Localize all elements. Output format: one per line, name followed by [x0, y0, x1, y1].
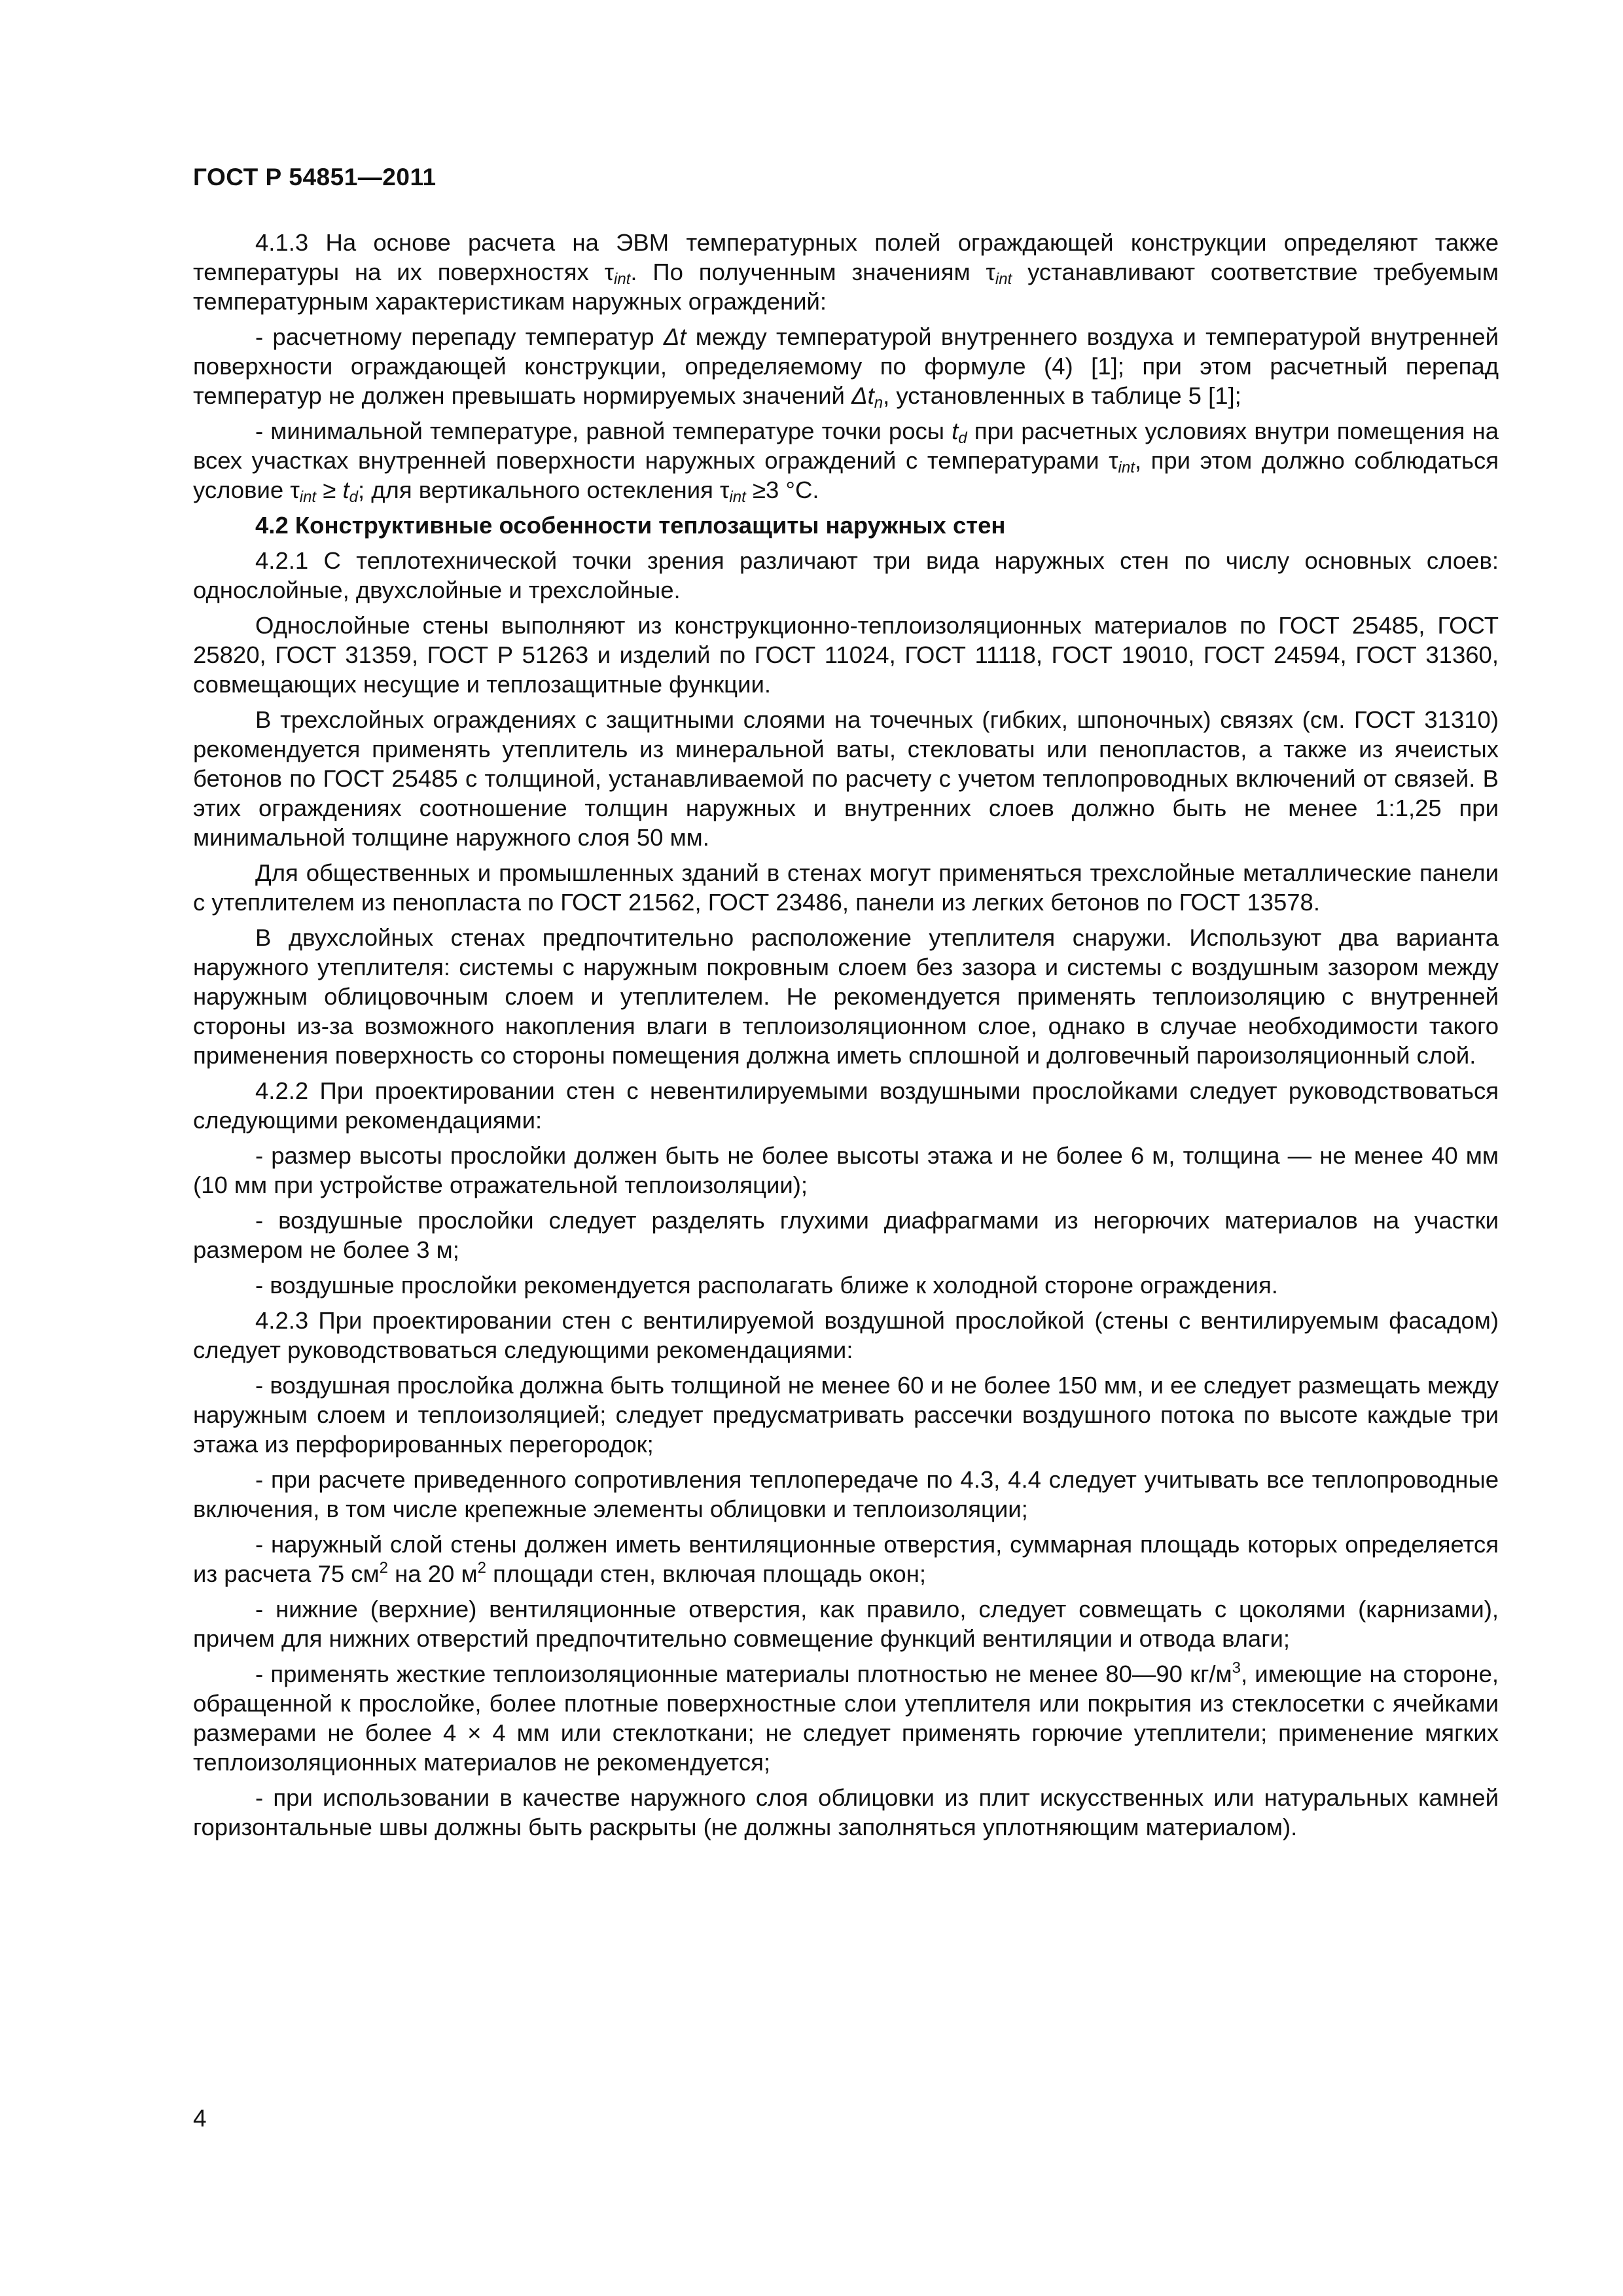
list-item-stone-cladding: - при использовании в качестве наружного слоя облицовки из плит искусственных или натуральных камней горизонтальные швы должны быть раскрыты (не должны заполняться уплотняющим материалом).: [193, 1784, 1499, 1840]
document-header: ГОСТ Р 54851—2011: [193, 164, 437, 190]
list-item-temperature-difference: - расчетному перепаду температур Δt между температурой внутреннего воздуха и температурой внутренней поверхности ограждающей конструкции, определяемому по формуле (4) [1]; при этом расчетный перепад температур не должен превышать нормируемых значений $\Delta t_n$, установленных в таблице 5 [1];: [193, 323, 1499, 412]
list-item-air-layer: - воздушная прослойка должна быть толщиной не менее 60 и не более 150 мм, и ее следует размещать между наружным слоем и теплоизоляцией; следует предусматривать рассечки воздушного потока по высоте каждые три этажа из перфорированных перегородок;: [193, 1372, 1499, 1458]
list-item-vent-openings: - наружный слой стены должен иметь вентиляционные отверстия, суммарная площадь которых определяется из расчета 75 $см^2$ на 20 $м^2$ площади стен, включая площадь окон;: [193, 1531, 1499, 1587]
paragraph-single-layer: Однослойные стены выполняют из конструкционно-теплоизоляционных материалов по ГОСТ 25485, ГОСТ 25820, ГОСТ 31359, ГОСТ Р 51263 и изделий по ГОСТ 11024, ГОСТ 11118, ГОСТ 19010, ГОСТ 24594, ГОСТ 31360, совмещающих несущие и теплозащитные функции.: [193, 612, 1499, 698]
list-item-dew-point: - минимальной температуре, равной температуре точки росы $t_d$ при расчетных условиях внутри помещения на всех участках внутренней поверхности наружных ограждений с температурами $\tau_{int}$, при этом должно соблюдаться условие $\tau_{int} \ge t_d$; для вертикального остекления $\tau_{int} \ge 3$ °С.: [193, 418, 1499, 506]
list-item-rigid-insulation: - применять жесткие теплоизоляционные материалы плотностью не менее 80—90 $кг/м^3$, имеющие на стороне, обращенной к прослойке, более плотные поверхностные слои утеплителя или покрытия из стеклосетки с ячейками размерами не более 4 × 4 мм или стеклоткани; не следует применять горючие утеплители; применение мягких теплоизоляционных материалов не рекомендуется;: [193, 1659, 1499, 1776]
paragraph-three-layer: В трехслойных ограждениях с защитными слоями на точечных (гибких, шпоночных) связях (см. ГОСТ 31310) рекомендуется применять утеплитель из минеральной ваты, стекловаты или пенопластов, а также из ячеистых бетонов по ГОСТ 25485 с толщиной, устанавливаемой по расчету с учетом теплопроводных включений от связей. В этих ограждениях соотношение толщин наружных и внутренних слоев должно быть не менее 1:1,25 при минимальной толщине наружного слоя 50 мм.: [193, 706, 1499, 851]
section-heading-4-2: 4.2 Конструктивные особенности теплозащиты наружных стен: [255, 512, 1006, 539]
paragraph-4-2-2: 4.2.2 При проектировании стен с невентилируемыми воздушными прослойками следует руководствоваться следующими рекомендациями:: [193, 1077, 1499, 1134]
document-body: [193, 228, 1499, 1848]
paragraph-two-layer: В двухслойных стенах предпочтительно расположение утеплителя снаружи. Используют два варианта наружного утеплителя: системы с наружным покровным слоем без зазора и системы с воздушным зазором между наружным облицовочным слоем и утеплителем. Не рекомендуется применять теплоизоляцию с внутренней стороны из-за возможного накопления влаги в теплоизоляционном слое, однако в случае необходимости такого применения поверхность со стороны помещения должна иметь сплошной и долговечный пароизоляционный слой.: [193, 924, 1499, 1069]
list-item-lower-openings: - нижние (верхние) вентиляционные отверстия, как правило, следует совмещать с цоколями (карнизами), причем для нижних отверстий предпочтительно совмещение функций вентиляции и отвода влаги;: [193, 1596, 1499, 1652]
page-number: 4: [193, 2105, 207, 2132]
list-item-diaphragms: - воздушные прослойки следует разделять глухими диафрагмами из негорючих материалов на участки размером не более 3 м;: [193, 1207, 1499, 1263]
list-item-cold-side: - воздушные прослойки рекомендуется располагать ближе к холодной стороне ограждения.: [255, 1272, 1278, 1299]
paragraph-4-1-3: 4.1.3 На основе расчета на ЭВМ температурных полей ограждающей конструкции определяют также температуры на их поверхностях $\tau_{int}$. По полученным значениям $\tau_{int}$ устанавливают соответствие требуемым температурным характеристикам наружных ограждений:: [193, 229, 1499, 315]
list-item-layer-height: - размер высоты прослойки должен быть не более высоты этажа и не более 6 м, толщина — не менее 40 мм (10 мм при устройстве отражательной теплоизоляции);: [193, 1142, 1499, 1198]
paragraph-4-2-3: 4.2.3 При проектировании стен с вентилируемой воздушной прослойкой (стены с вентилируемым фасадом) следует руководствоваться следующими рекомендациями:: [193, 1307, 1499, 1363]
list-item-thermal-bridges: - при расчете приведенного сопротивления теплопередаче по 4.3, 4.4 следует учитывать все теплопроводные включения, в том числе крепежные элементы облицовки и теплоизоляции;: [193, 1466, 1499, 1522]
paragraph-public-buildings: Для общественных и промышленных зданий в стенах могут применяться трехслойные металлические панели с утеплителем из пенопласта по ГОСТ 21562, ГОСТ 23486, панели из легких бетонов по ГОСТ 13578.: [193, 859, 1499, 916]
paragraph-4-2-1: 4.2.1 С теплотехнической точки зрения различают три вида наружных стен по числу основных слоев: однослойные, двухслойные и трехслойные.: [193, 547, 1499, 603]
